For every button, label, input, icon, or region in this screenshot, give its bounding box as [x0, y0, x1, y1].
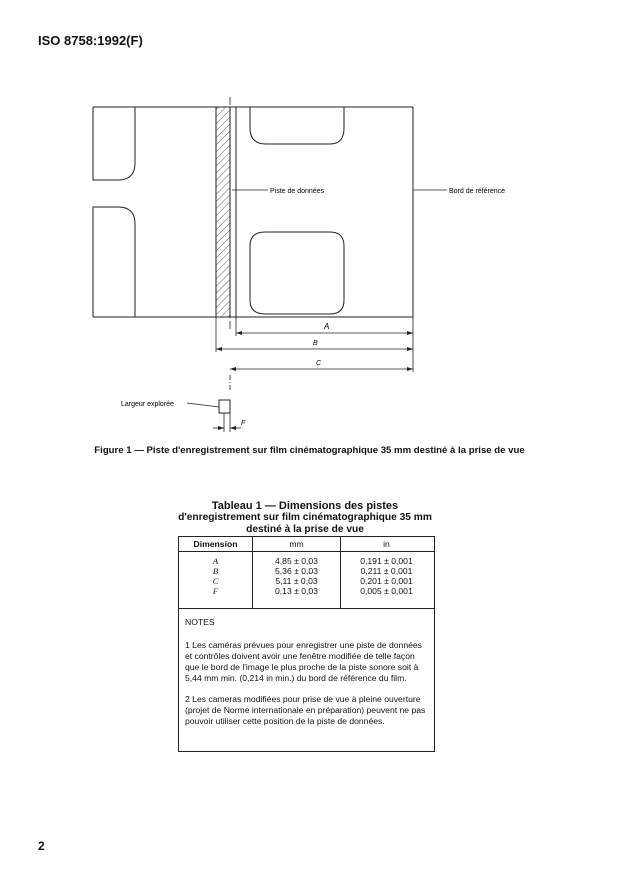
header-in: in — [383, 539, 390, 549]
perforation-middle — [250, 232, 344, 314]
scan-aperture — [219, 400, 230, 413]
table-title-line2: d'enregistrement sur film cinématographique 35 mm — [178, 512, 432, 523]
table-values-row — [179, 552, 434, 609]
figure-caption: Figure 1 — Piste d'enregistrement sur film cinématographique 35 mm destiné à la prise de vue — [94, 445, 525, 456]
in-column — [341, 552, 432, 608]
header-mm: mm — [253, 537, 341, 551]
table-header-row — [179, 537, 434, 552]
header-dimension: Dimension — [179, 537, 253, 551]
dimension-column — [179, 552, 253, 608]
table-title-line3: destiné à la prise de vue — [246, 524, 364, 535]
dim-f: F — [212, 586, 219, 596]
dim-label-b: B — [313, 340, 318, 347]
dim-label-c: C — [316, 360, 322, 367]
perforation-top — [250, 107, 344, 144]
mm-column — [253, 552, 341, 608]
notes-title: NOTES — [185, 617, 215, 627]
note-1: 1 Les caméras prévues pour enregistrer une piste de données et contrôles doivent avoir une fenêtre modifiée de telle façon que le bord de l'image le plus proche de la piste sonore soit à 5,44 mm min. (0,214 in min.) du bord de référence du film. — [185, 640, 422, 683]
data-track-hatch — [216, 107, 230, 317]
in-b: 0,211 ± 0,001 — [360, 566, 413, 576]
dim-label-a: A — [324, 322, 330, 331]
label-reference-edge: Bord de référence — [449, 188, 506, 195]
mm-c: 5,11 ± 0,03 — [275, 576, 318, 586]
dim-b: B — [212, 566, 219, 576]
document-id: ISO 8758:1992(F) — [38, 33, 143, 48]
in-c: 0,201 ± 0,001 — [360, 576, 413, 586]
dim-label-f: F — [241, 420, 246, 427]
page-number: 2 — [38, 839, 45, 853]
mm-a: 4,85 ± 0,03 — [275, 556, 318, 566]
note-2: 2 Les cameras modifiées pour prise de vue à pleine ouverture (projet de Norme internationale en préparation) peuvent ne pas pouvoir utiliser cette position de la piste de données. — [185, 694, 426, 726]
dim-c: C — [212, 576, 219, 586]
dim-a: A — [212, 556, 219, 566]
label-scan-width: Largeur explorée — [121, 401, 174, 408]
table-notes — [179, 609, 434, 751]
table-title — [150, 500, 460, 536]
dimensions-table — [178, 536, 435, 752]
in-a: 0,191 ± 0,001 — [360, 556, 413, 566]
in-f: 0,005 ± 0,001 — [360, 586, 413, 596]
label-data-track: Piste de données — [270, 188, 325, 195]
mm-b: 5,36 ± 0,03 — [275, 566, 318, 576]
table-title-line1: Tableau 1 — Dimensions des pistes — [211, 500, 399, 512]
mm-f: 0,13 ± 0,03 — [275, 586, 318, 596]
